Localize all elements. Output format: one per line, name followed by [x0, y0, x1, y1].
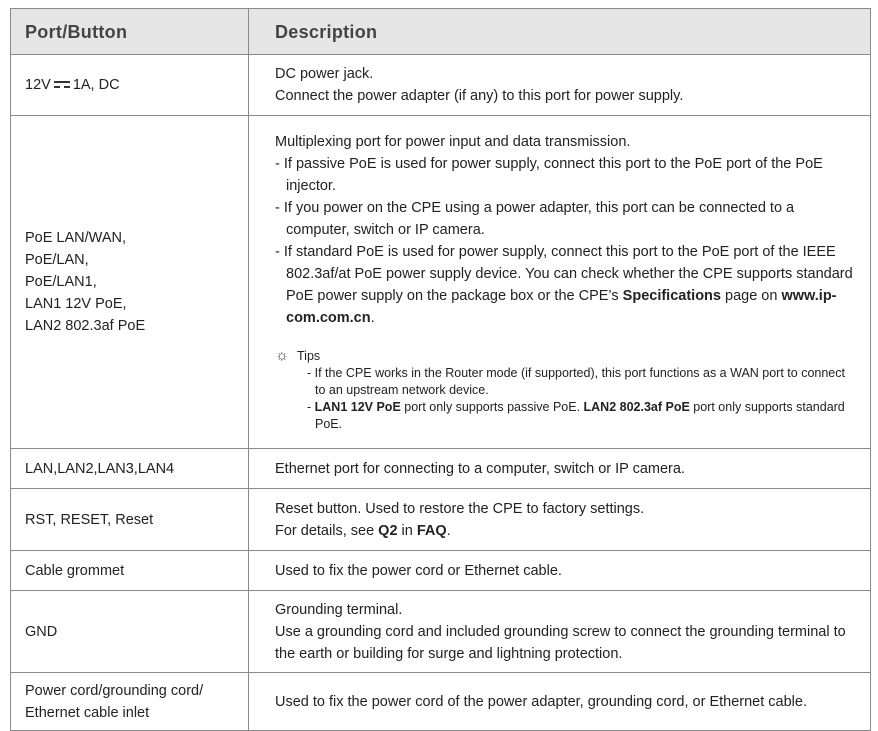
description-line: Use a grounding cord and included grounding screw to connect the grounding terminal to the earth or building for surge and lightning protection.: [275, 623, 846, 662]
port-label: PoE/LAN,: [25, 252, 89, 268]
tips-box: [275, 347, 858, 433]
specifications-text: Specifications: [622, 288, 721, 304]
dc-symbol-icon: [54, 80, 70, 90]
details-pre: For details, see: [275, 522, 379, 539]
description-intro: Multiplexing port for power input and data transmission.: [275, 134, 631, 150]
port-button-table: [10, 8, 871, 731]
description-line: [275, 520, 858, 542]
bullet-mid-text: page on: [725, 288, 778, 304]
lan1-label: LAN1 12V PoE: [314, 400, 401, 414]
port-cell: [11, 673, 249, 731]
details-end: .: [446, 522, 451, 539]
description-bullet: [275, 241, 858, 329]
header-description: Description: [249, 9, 871, 55]
description-cell: [249, 489, 871, 551]
port-label: PoE LAN/WAN,: [25, 230, 126, 246]
description-line: Reset button. Used to restore the CPE to factory settings.: [275, 500, 645, 517]
header-port-button: Port/Button: [11, 9, 249, 55]
tips-bullet: - If the CPE works in the Router mode (if supported), this port functions as a WAN port to connect to an upstream network device.: [307, 366, 845, 397]
description-cell: [249, 55, 871, 116]
lightbulb-icon: ☼: [275, 347, 289, 364]
port-label: LAN1 12V PoE,: [25, 296, 127, 312]
port-label: PoE/LAN1,: [25, 274, 97, 290]
table-row: [11, 55, 871, 116]
description-cell: [249, 591, 871, 673]
description-bullet: - If you power on the CPE using a power adapter, this port can be connected to a computer, switch or IP camera.: [275, 200, 795, 238]
port-label-pre: 12V: [25, 77, 51, 93]
table-row: [11, 673, 871, 731]
port-label: Ethernet cable inlet: [25, 704, 150, 721]
table-row: [11, 116, 871, 449]
port-cell: LAN,LAN2,LAN3,LAN4: [11, 449, 249, 489]
table-row: [11, 489, 871, 551]
q2-text: Q2: [378, 522, 398, 539]
port-label: Power cord/grounding cord/: [25, 682, 204, 699]
tips-label: Tips: [297, 349, 321, 363]
description-line: Grounding terminal.: [275, 601, 403, 618]
description-cell: Ethernet port for connecting to a computer, switch or IP camera.: [249, 449, 871, 489]
description-cell: Used to fix the power cord of the power adapter, grounding cord, or Ethernet cable.: [249, 673, 871, 731]
description-bullet: - If passive PoE is used for power supply, connect this port to the PoE port of the PoE injector.: [275, 156, 823, 194]
table-header-row: [11, 9, 871, 55]
port-cell: RST, RESET, Reset: [11, 489, 249, 551]
port-cell: [11, 55, 249, 116]
description-cell: [249, 116, 871, 449]
table-row: [11, 551, 871, 591]
table-row: [11, 449, 871, 489]
description-cell: Used to fix the power cord or Ethernet cable.: [249, 551, 871, 591]
port-cell: Cable grommet: [11, 551, 249, 591]
description-line: DC power jack.: [275, 66, 374, 82]
website-url: www.ip-com.com.cn: [286, 288, 837, 326]
tips-bullet-pre: -: [307, 400, 315, 414]
faq-text: FAQ: [416, 522, 447, 539]
tips-bullet: [275, 399, 858, 433]
bullet-text: - If standard PoE is used for power supply, connect this port to the PoE port of the IEEE 802.3af/at PoE power supply device. You can check whether the CPE supports standard PoE power supply on the package box or the CPE’s: [275, 244, 853, 304]
lan2-label: LAN2 802.3af PoE: [583, 400, 690, 414]
port-label-post: 1A, DC: [72, 77, 120, 93]
port-label: LAN2 802.3af PoE: [25, 318, 146, 334]
bullet-end-text: .: [370, 310, 375, 326]
tips-header: [275, 347, 858, 365]
description-line: Connect the power adapter (if any) to this port for power supply.: [275, 88, 684, 104]
table-row: [11, 591, 871, 673]
port-cell: GND: [11, 591, 249, 673]
port-cell: [11, 116, 249, 449]
details-mid: in: [397, 522, 417, 539]
tips-bullet-end: port only supports standard PoE.: [315, 400, 845, 431]
tips-bullet-mid: port only supports passive PoE.: [400, 400, 584, 414]
